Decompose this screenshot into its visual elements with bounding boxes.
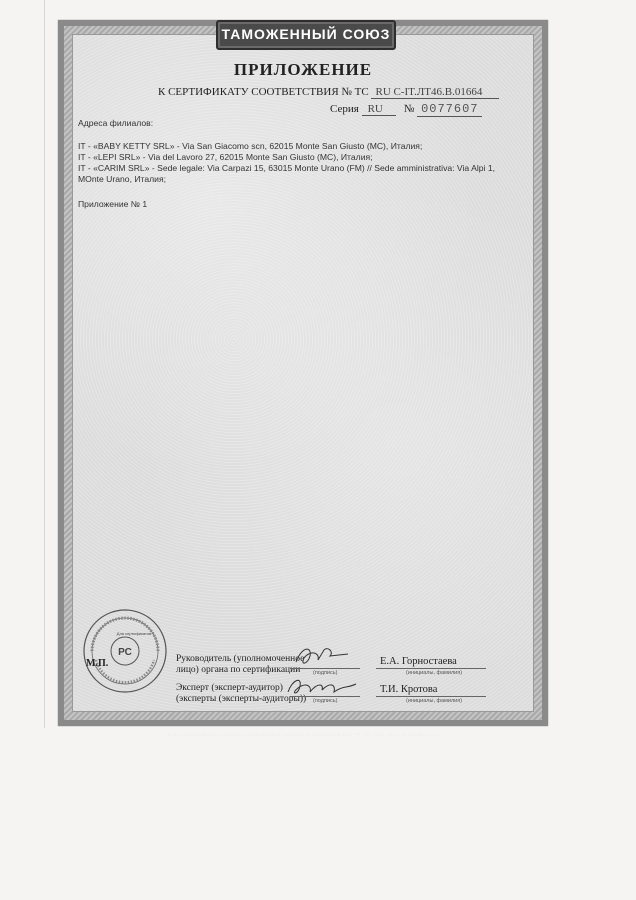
initials-caption: (инициалы, фамилия) (406, 670, 463, 676)
addresses-heading: Адреса филиалов: (78, 118, 154, 128)
expert-label-line: (эксперты (эксперты-аудиторы)) (176, 694, 307, 704)
blank-number: 0077607 (417, 102, 482, 117)
expert-label-line: Эксперт (эксперт-аудитор) (176, 683, 283, 693)
head-name: Е.А. Горностаева (380, 656, 457, 667)
certificate-number: RU C-IT.ЛТ46.B.01664 (371, 86, 499, 99)
head-label-line: Руководитель (уполномоченное (176, 654, 305, 664)
page-title: ПРИЛОЖЕНИЕ (233, 60, 373, 79)
annex-number: Приложение № 1 (78, 199, 148, 209)
certificate-label: К СЕРТИФИКАТУ СООТВЕТСТВИЯ (158, 86, 339, 98)
series-label: Серия (330, 103, 359, 115)
series-line (330, 102, 482, 117)
address-line: IT - «CARIM SRL» - Sede legale: Via Carpazi 15, 63015 Monte Urano (FM) // Sede amministrativa: Via Alpi 1, (78, 163, 495, 173)
certificate-number-line (158, 86, 499, 99)
annex-body (78, 118, 518, 210)
address-line: IT - «LEPI SRL» - Via del Lavoro 27, 62015 Monte San Giusto (MC), Италия; (78, 152, 373, 162)
customs-union-banner: ТАМОЖЕННЫЙ СОЮЗ (216, 20, 396, 50)
signature-caption: (подпись) (313, 670, 338, 676)
address-line: IT - «BABY KETTY SRL» - Via San Giacomo scn, 62015 Monte San Giusto (MC), Италия; (78, 141, 423, 151)
signature-caption: (подпись) (313, 698, 338, 704)
blank-number-label: № (403, 103, 415, 115)
stamp-center-text: РС (118, 647, 132, 658)
expert-name: Т.И. Кротова (380, 684, 438, 695)
form-footer: Бланк изготовлен ЗАО «ОПЦИОН» (www.opcion.ru) лицензия № 05-05-09/003 ФНС РФ, тел. (495) 726 4742, Москва, 2013 (167, 733, 439, 738)
certificate-number-prefix: № ТС (341, 86, 369, 98)
address-line: MOnte Urano, Италия; (78, 174, 167, 184)
series-value: RU (362, 103, 396, 116)
round-stamp (82, 608, 168, 694)
head-label-line: лицо) органа по сертификации (176, 665, 301, 675)
scan-edge (44, 0, 45, 728)
certificate-sheet (58, 20, 548, 738)
stamp-place-label: М.П. (86, 658, 109, 669)
stamp-inner-text: Для сертификатов (116, 631, 152, 636)
initials-caption: (инициалы, фамилия) (406, 698, 463, 704)
